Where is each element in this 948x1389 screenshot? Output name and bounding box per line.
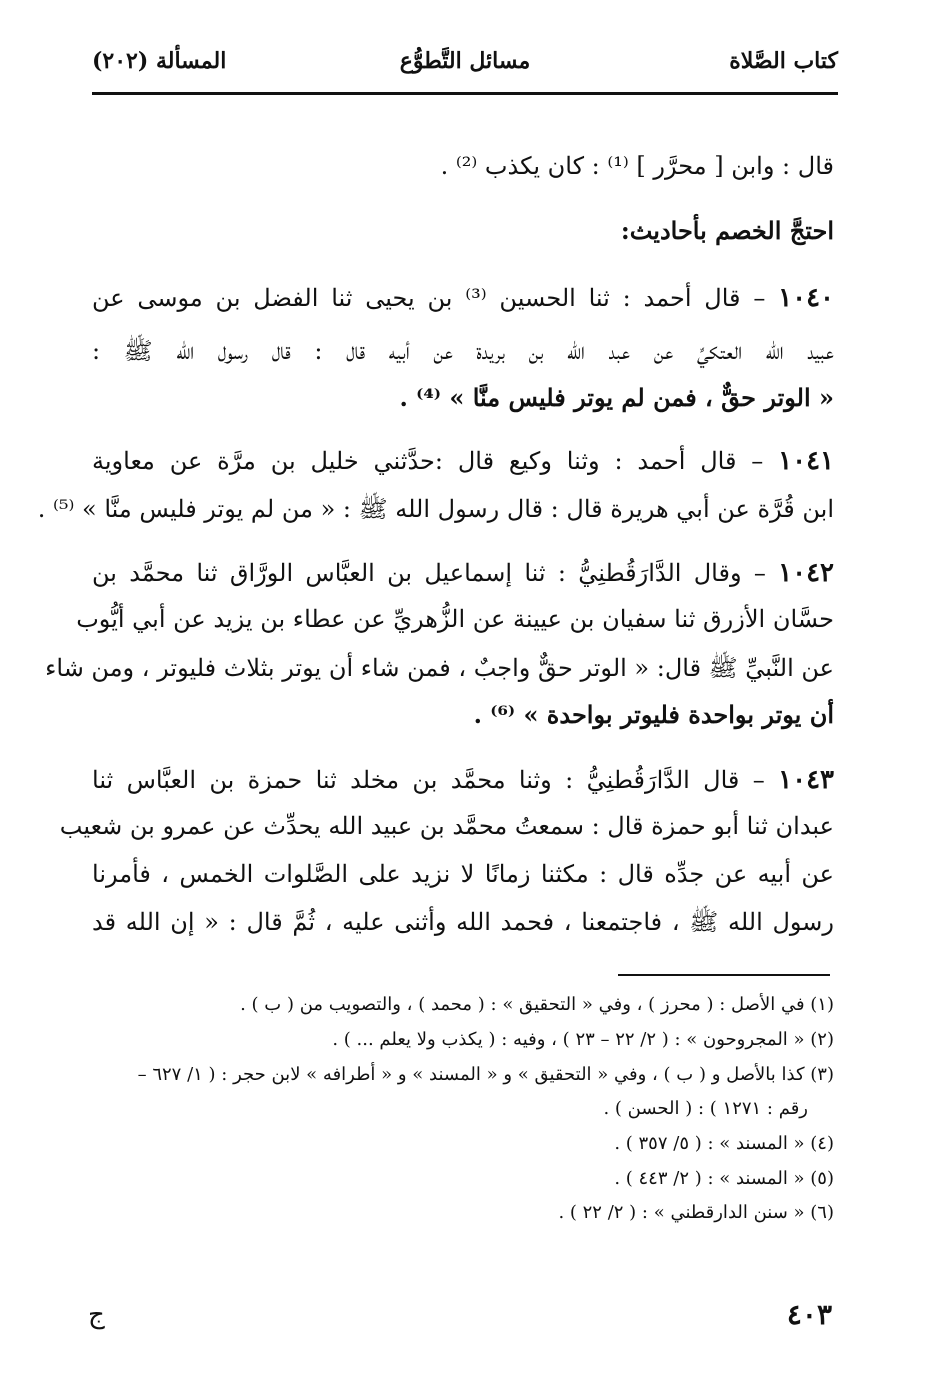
- hadith-1041-line-1: [92, 446, 834, 476]
- hadith-number: ١٠٤٠: [778, 283, 834, 313]
- hadith-1043-line-2: عبدان ثنا أبو حمزة قال : سمعتُ محمَّد بن عبيد الله يحدِّث عن عمرو بن شعيب: [59, 812, 834, 840]
- hadith-1040-line-1: [92, 283, 834, 313]
- footnote-3-continuation: رقم : ١٢٧١ ) : ( الحسن ) .: [603, 1098, 808, 1119]
- hadith-text: – وقال الدَّارَقُطنِيُّ : ثنا إسماعيل بن العبَّاس الورَّاق ثنا محمَّد بن: [92, 559, 766, 587]
- hadith-1043-line-4: رسول الله ﷺ ، فاجتمعنا ، فحمد الله وأثنى عليه ، ثُمَّ قال : « إن الله قد: [92, 908, 834, 936]
- running-header: [92, 48, 838, 88]
- hadith-1040-line-3: « الوتر حقٌّ ، فمن لم يوتر فليس منَّا » ⁽⁴⁾ .: [399, 383, 834, 412]
- header-divider: [92, 92, 838, 95]
- hadith-1042-line-2: حسَّان الأزرق ثنا سفيان بن عيينة عن الزُّهريِّ عن عطاء بن يزيد عن أبي أيُّوب: [76, 605, 834, 633]
- hadith-number: ١٠٤١: [778, 446, 834, 476]
- section-heading: احتجَّ الخصم بأحاديث:: [620, 216, 834, 245]
- header-book-title: كتاب الصَّلاة: [729, 48, 838, 74]
- hadith-number: ١٠٤٣: [778, 765, 834, 795]
- footnote-divider: [618, 974, 830, 976]
- footnote-2: (٢) « المجروحون » : ( ٢/ ٢٢ – ٢٣ ) ، وفيه : ( يكذب ولا يعلم ... ) .: [332, 1029, 834, 1050]
- hadith-1042-line-4: أن يوتر بواحدة فليوتر بواحدة » ⁽⁶⁾ .: [473, 700, 834, 729]
- hadith-1041-line-2: ابن قُرَّة عن أبي هريرة قال : قال رسول الله ﷺ : « من لم يوتر فليس منَّا » ⁽⁵⁾ .: [37, 495, 834, 523]
- header-section-title: مسائل التَّطوُّع: [399, 48, 531, 74]
- volume-letter: ج: [88, 1300, 105, 1330]
- footnote-1: (١) في الأصل : ( محرز ) ، وفي « التحقيق » : ( محمد ) ، والتصويب من ( ب ) .: [240, 994, 834, 1015]
- header-issue-number: المسألة (٢٠٢): [92, 48, 227, 74]
- intro-line: قال : وابن [ محرَّر ] ⁽¹⁾ : كان يكذب ⁽²⁾ .: [440, 152, 834, 180]
- hadith-text: – قال أحمد : وثنا وكيع قال :حدَّثني خليل بن مرَّة عن معاوية: [92, 447, 764, 475]
- page-number: ٤٠٣: [786, 1298, 832, 1331]
- footnote-3: (٣) كذا بالأصل و ( ب ) ، وفي « التحقيق » و « المسند » و « أطرافه » لابن حجر : ( ١/ ٦٢٧ –: [137, 1064, 834, 1085]
- footnote-6: (٦) « سنن الدارقطني » : ( ٢/ ٢٢ ) .: [558, 1202, 834, 1223]
- hadith-1042-line-1: [92, 558, 834, 588]
- hadith-text: – قال الدَّارَقُطنِيُّ : وثنا محمَّد بن مخلد ثنا حمزة بن العبَّاس ثنا: [92, 766, 765, 794]
- footnote-5: (٥) « المسند » : ( ٢/ ٤٤٣ ) .: [614, 1168, 834, 1189]
- hadith-1043-line-3: عن أبيه عن جدِّه قال : مكثنا زمانًا لا نزيد على الصَّلوات الخمس ، فأمرنا: [92, 860, 834, 888]
- hadith-text: – قال أحمد : ثنا الحسين ⁽³⁾ بن يحيى ثنا الفضل بن موسى عن: [92, 284, 766, 312]
- hadith-1042-line-3: عن النَّبيِّ ﷺ قال: « الوتر حقٌّ واجبٌ ، فمن شاء أن يوتر بثلاث فليوتر ، ومن شاء: [45, 654, 834, 682]
- hadith-number: ١٠٤٢: [778, 558, 834, 588]
- footnote-4: (٤) « المسند » : ( ٥/ ٣٥٧ ) .: [614, 1133, 834, 1154]
- hadith-1043-line-1: [92, 765, 834, 795]
- hadith-1040-line-2: عبيد الله العتكيِّ عن عبد الله بن بريدة عن أبيه قال : قال رسول الله ﷺ :: [92, 337, 834, 365]
